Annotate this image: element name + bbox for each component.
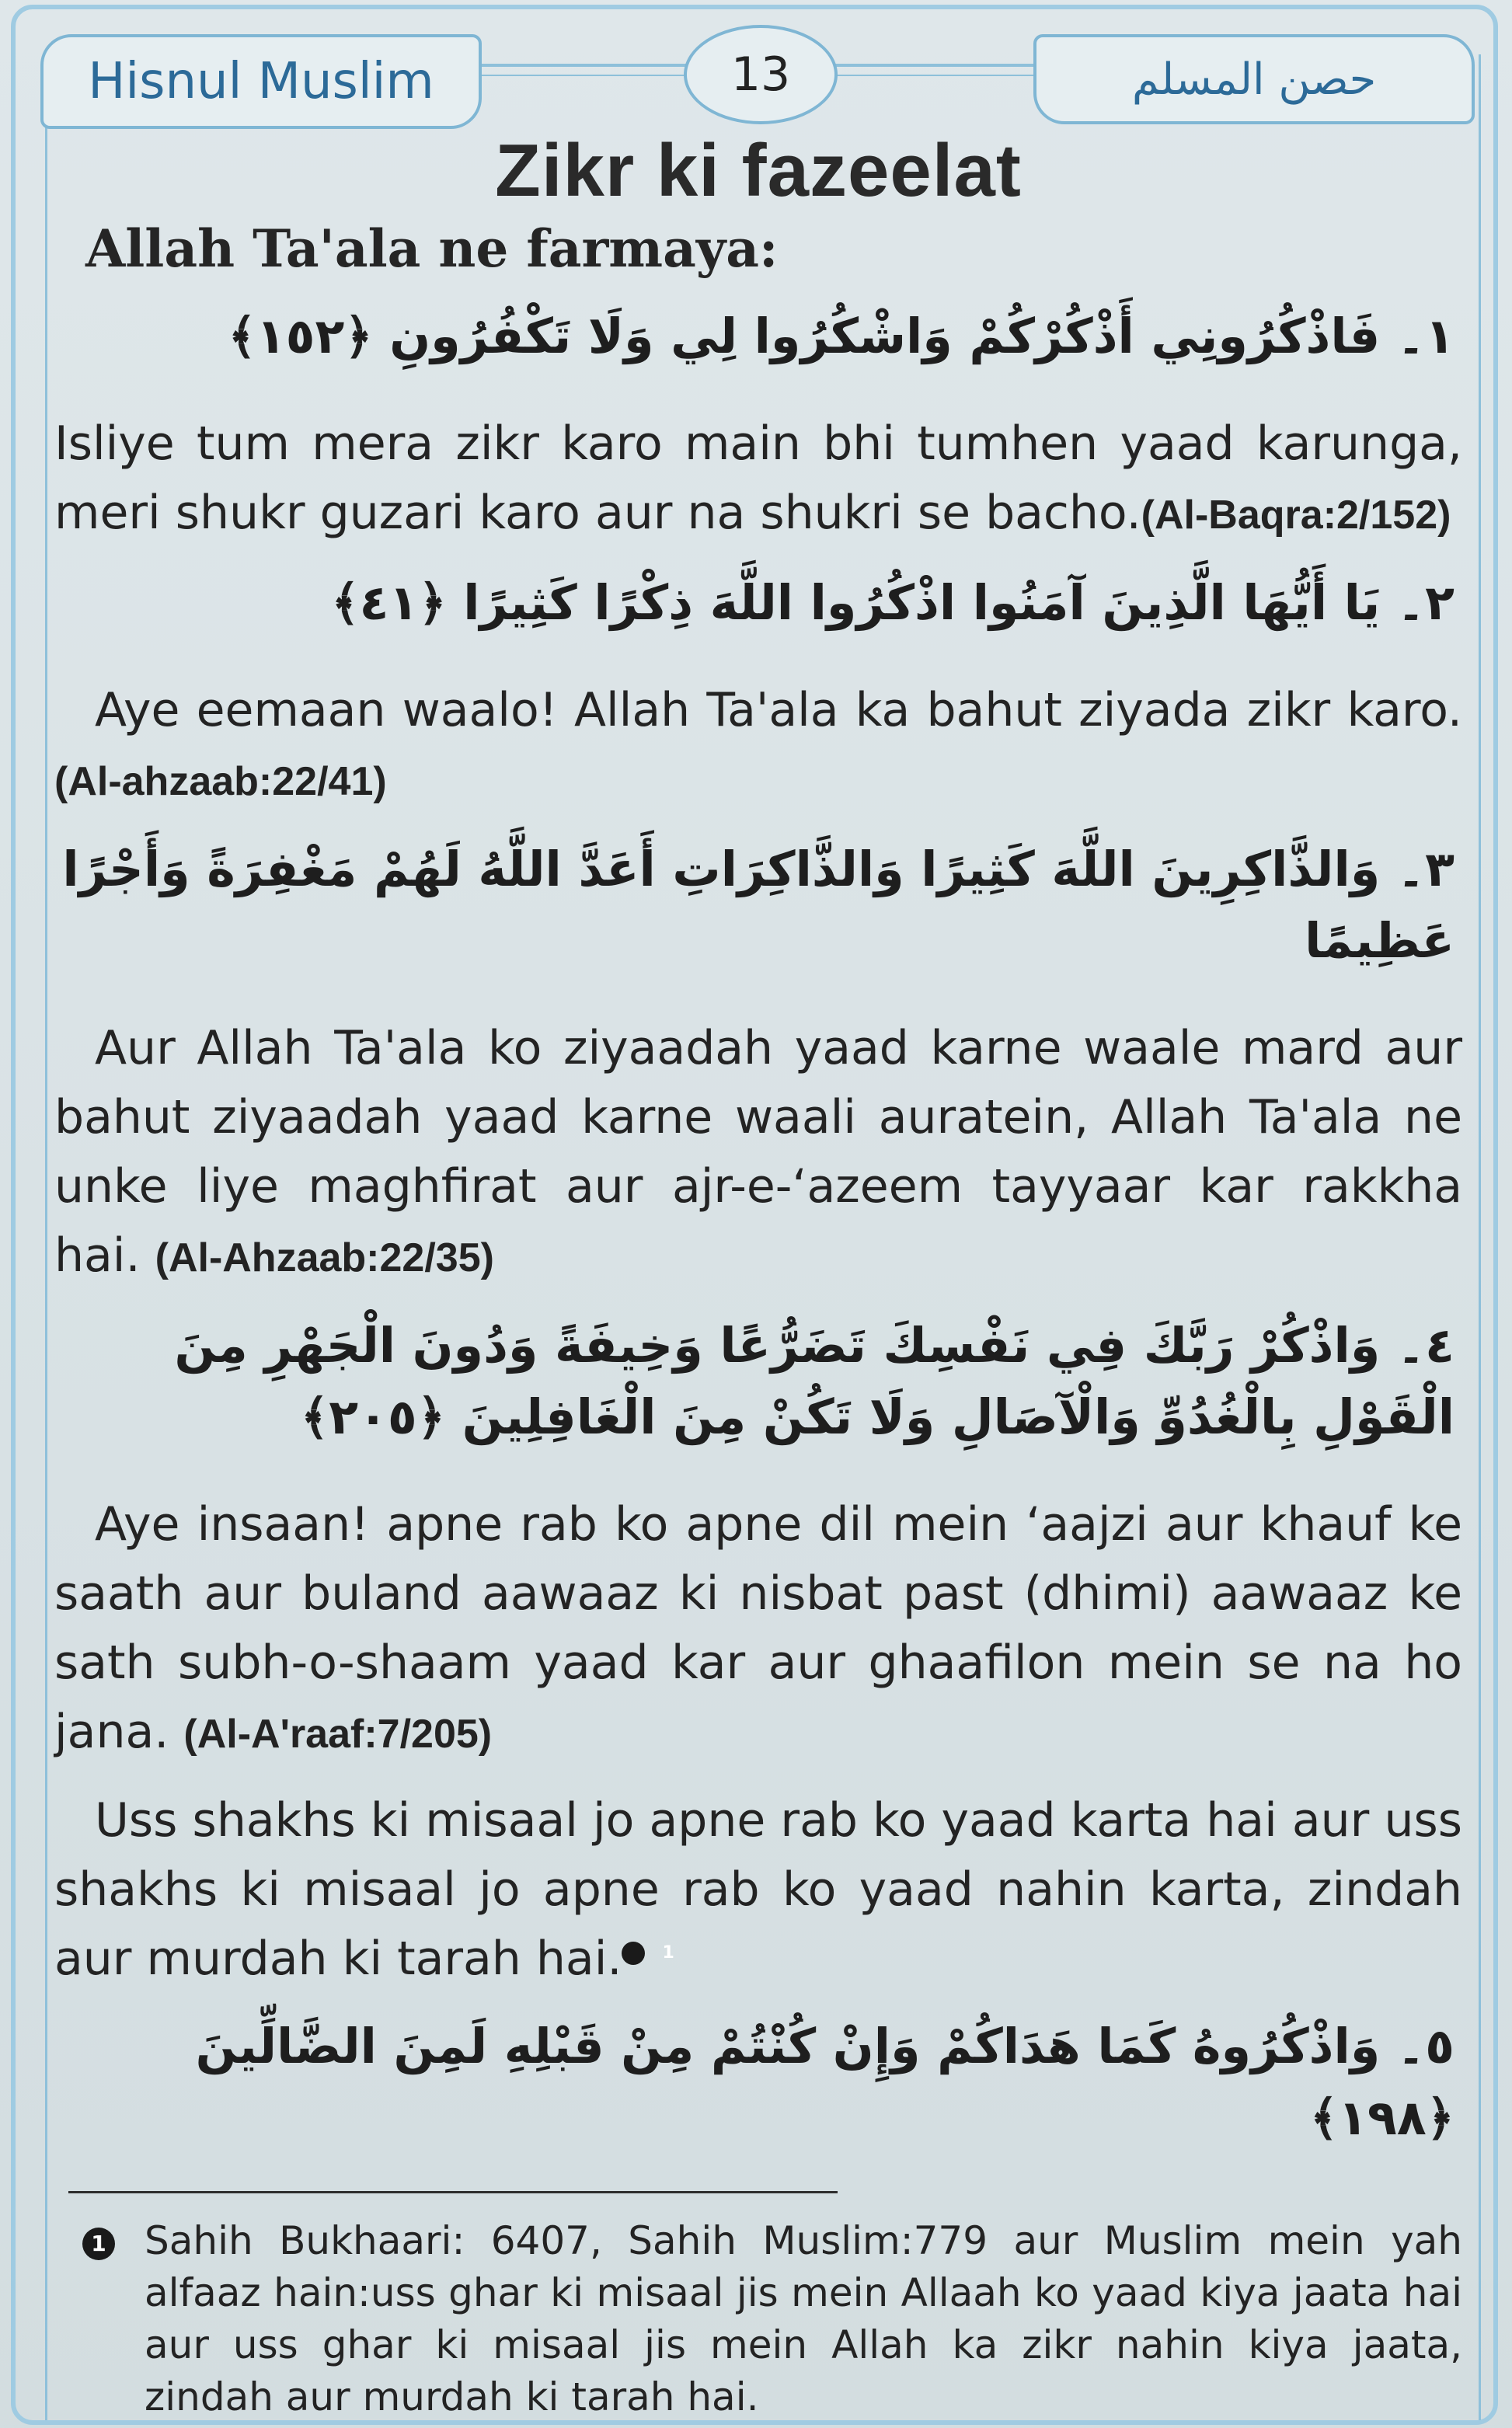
translation-1 xyxy=(54,409,1462,550)
translation-2 xyxy=(54,676,1462,817)
arabic-verse-3: ٣۔ وَالذَّاكِرِينَ اللَّهَ كَثِيرًا وَالذَّاكِرَاتِ أَعَدَّ اللَّهُ لَهُمْ مَغْفِرَةً وَأَجْرًا عَظِيمًا xyxy=(62,841,1455,969)
translation-2-text: Aye eemaan waalo! Allah Ta'ala ka bahut ziyada zikr karo. xyxy=(95,683,1462,737)
translation-3-ref: (Al-Ahzaab:22/35) xyxy=(155,1235,494,1280)
footnote-marker: 1 xyxy=(82,2228,115,2260)
arabic-verse-2: ٢۔ يَا أَيُّهَا الَّذِينَ آمَنُوا اذْكُرُوا اللَّهَ ذِكْرًا كَثِيرًا ﴿٤١﴾ xyxy=(331,574,1455,631)
page-content xyxy=(54,128,1462,2423)
header-book-title-arabic: حصن المسلم xyxy=(1033,34,1475,124)
hadith-paragraph xyxy=(54,1786,1462,1994)
translation-4-text: Aye insaan! apne rab ko apne dil mein ‘aajzi aur khauf ke saath aur buland aawaaz ki nisbat past (dhimi) aawaaz ke sath subh-o-shaam yaad kar aur ghaafilon mein se na ho jana. xyxy=(54,1497,1462,1759)
translation-2-ref: (Al-ahzaab:22/41) xyxy=(54,759,387,804)
header-page-number: 13 xyxy=(684,25,838,124)
arabic-verse-1: ١۔ فَاذْكُرُونِي أَذْكُرْكُمْ وَاشْكُرُوا لِي وَلَا تَكْفُرُونِ ﴿١٥٢﴾ xyxy=(228,308,1455,364)
hadith-text: Uss shakhs ki misaal jo apne rab ko yaad karta hai aur uss shakhs ki misaal jo apne rab ko yaad nahin karta, zindah aur murdah ki tarah hai. xyxy=(54,1793,1462,1986)
translation-4 xyxy=(54,1490,1462,1769)
translation-1-ref: (Al-Baqra:2/152) xyxy=(1141,493,1451,538)
footnote xyxy=(54,2215,1462,2423)
footnote-text: Sahih Bukhaari: 6407, Sahih Muslim:779 aur Muslim mein yah alfaaz hain:uss ghar ki misaal jis mein Allaah ko yaad kiya jaata hai aur uss ghar ki misaal jis mein Allah ka zikr nahin kiya jaata, zindah aur murdah ki tarah hai. xyxy=(145,2218,1462,2419)
translation-3 xyxy=(54,1014,1462,1293)
footnote-reference-marker: 1 xyxy=(622,1942,645,1965)
footnote-divider xyxy=(68,2191,838,2193)
translation-1-text: Isliye tum mera zikr karo main bhi tumhen yaad karunga, meri shukr guzari karo aur na shukri se bacho. xyxy=(54,416,1462,540)
header-book-title: Hisnul Muslim xyxy=(40,34,482,129)
arabic-verse-4: ٤۔ وَاذْكُرْ رَبَّكَ فِي نَفْسِكَ تَضَرُّعًا وَخِيفَةً وَدُونَ الْجَهْرِ مِنَ الْقَوْلِ بِالْغُدُوِّ وَالْآصَالِ وَلَا تَكُنْ مِنَ الْغَافِلِينَ ﴿٢٠٥﴾ xyxy=(174,1317,1455,1445)
translation-3-text: Aur Allah Ta'ala ko ziyaadah yaad karne waale mard aur bahut ziyaadah yaad karne waali auratein, Allah Ta'ala ne unke liye maghfirat aur ajr-e-‘azeem tayyaar kar rakkha hai. xyxy=(54,1021,1462,1283)
page-title: Zikr ki fazeelat xyxy=(495,129,1022,212)
translation-4-ref: (Al-A'raaf:7/205) xyxy=(183,1712,493,1757)
page-subtitle: Allah Ta'ala ne farmaya: xyxy=(85,218,779,279)
arabic-verse-5: ٥۔ وَاذْكُرُوهُ كَمَا هَدَاكُمْ وَإِنْ كُنْتُمْ مِنْ قَبْلِهِ لَمِنَ الضَّالِّينَ ﴿١٩٨﴾ xyxy=(195,2018,1455,2146)
